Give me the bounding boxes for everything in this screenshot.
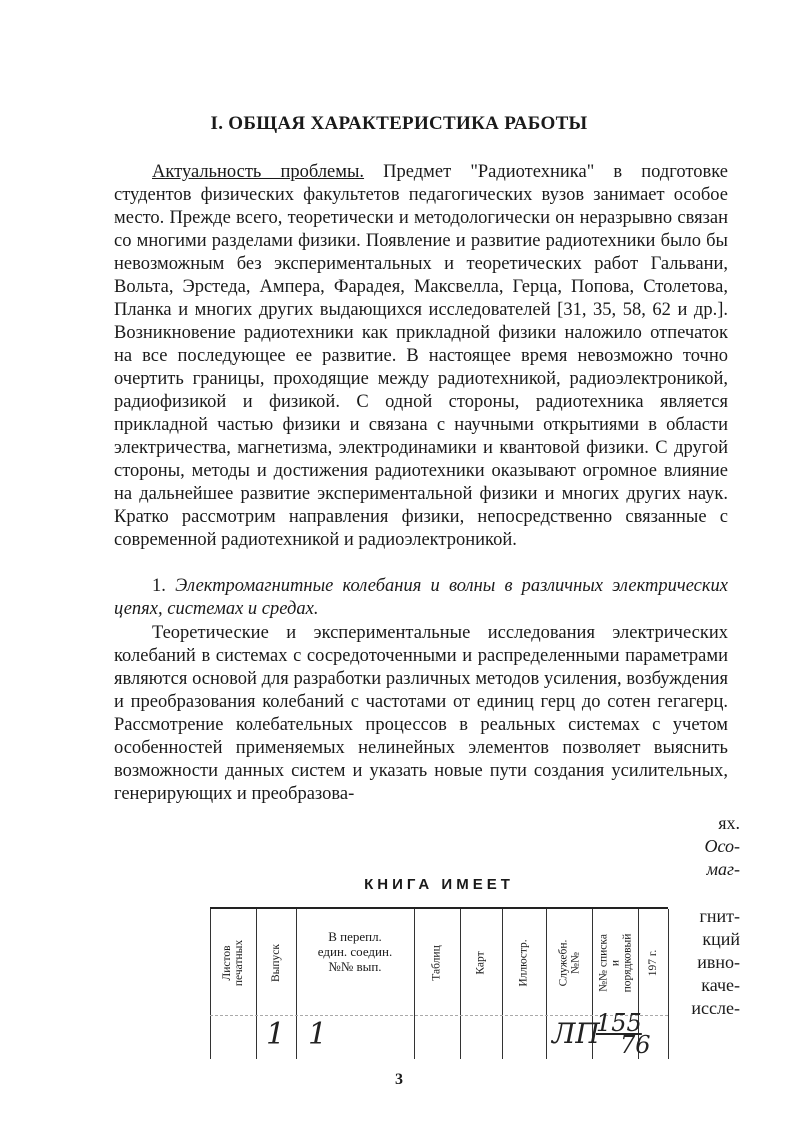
paragraph-body: Предмет "Радиотехника" в подготовке студентов физических факультетов педагогических вузов занимает особое место. Прежде всего, теоретически и методологически он неразрывно связан со многими разделами физики. Появление и развитие радиотехники было бы невозможным без экспериментальных и теоретических работ Гальвани, Вольта, Эрстеда, Ампера, Фарадея, Максвелла, Герца, Попова, Столетова, Планка и многих других выдающихся исследователей [31, 35, 58, 62 и др.]. Возникновение радиотехники как прикладной физики наложило отпечаток на все последующее ее развитие. В настоящее время невозможно точно очертить границы, проходящие между радиотехникой, радиоэлектроникой, радиофизикой и физикой. С одной стороны, радиотехника является прикладной частью физики и связана с научными открытиями в области электричества, магнетизма, электродинамики и квантовой физики. С другой стороны, методы и достижения радиотехники оказывают огромное влияние на дальнейшее развитие экспериментальной физики и многих других наук. Кратко рассмотрим направления физики, непосредственно связанные с современной радиотехникой и радиоэлектроникой. [114,162,728,550]
header-pereplet: В перепл. един. соедин. №№ вып. [317,929,393,974]
header-illyustr: Иллюстр. [518,939,530,987]
paragraph-relevance [114,161,728,552]
text-fragment: ях. [718,813,740,833]
header-year: 197 г. [646,949,659,977]
handwritten-number-top: 155 [596,1009,642,1037]
text-fragment: ивно- [697,952,740,972]
library-stamp-card [200,870,678,1062]
handwritten-listov: 1 [266,1017,286,1052]
text-fragment: каче- [701,975,740,995]
header-kart: Карт [475,951,487,975]
handwritten-number-bottom: 76 [620,1031,651,1059]
stamp-title: КНИГА ИМЕЕТ [364,876,514,893]
item-title: Электромагнитные колебания и волны в различных электрических цепях, системах и средах. [114,576,729,619]
section-heading: I. ОБЩАЯ ХАРАКТЕРИСТИКА РАБОТЫ [210,113,588,134]
handwritten-sluzhebn: ЛП [552,1017,600,1050]
header-sluzhebn: Служебн. №№ [557,939,582,987]
text-fragment: гнит- [699,906,740,926]
header-poryadk: №№ списка и порядковый [597,933,634,993]
handwritten-vypusk: 1 [308,1017,328,1052]
text-fragment: маг- [706,859,740,879]
text-fragment: иссле- [691,998,740,1018]
paragraph-oscillations: Теоретические и экспериментальные исследования электрических колебаний в системах с сосредоточенными и распределенными параметрами являются основой для разработки различных методов усиления, возбуждения и преобразования колебаний с частотами от единиц герц до сотен гегагерц. Рассмотрение колебательных процессов в реальных системах с учетом особенностей применяемых нелинейных элементов позволяет выяснить возможности данных систем и указать новые пути создания усилительных, генерирующих и преобразова- [114,623,728,804]
column-line [668,909,669,1059]
text-fragment: Осо- [704,836,740,856]
text-fragment: кций [702,929,740,949]
paragraph-lead: Актуальность проблемы. [152,162,365,182]
header-tablits: Таблиц [431,945,443,981]
item-number: 1. [152,576,166,596]
header-listov: Листов печатных [221,939,245,987]
header-vypusk: Выпуск [270,944,282,982]
page-number: 3 [395,1071,403,1088]
stamp-table [210,907,668,1059]
paragraph-item-1 [114,575,728,621]
